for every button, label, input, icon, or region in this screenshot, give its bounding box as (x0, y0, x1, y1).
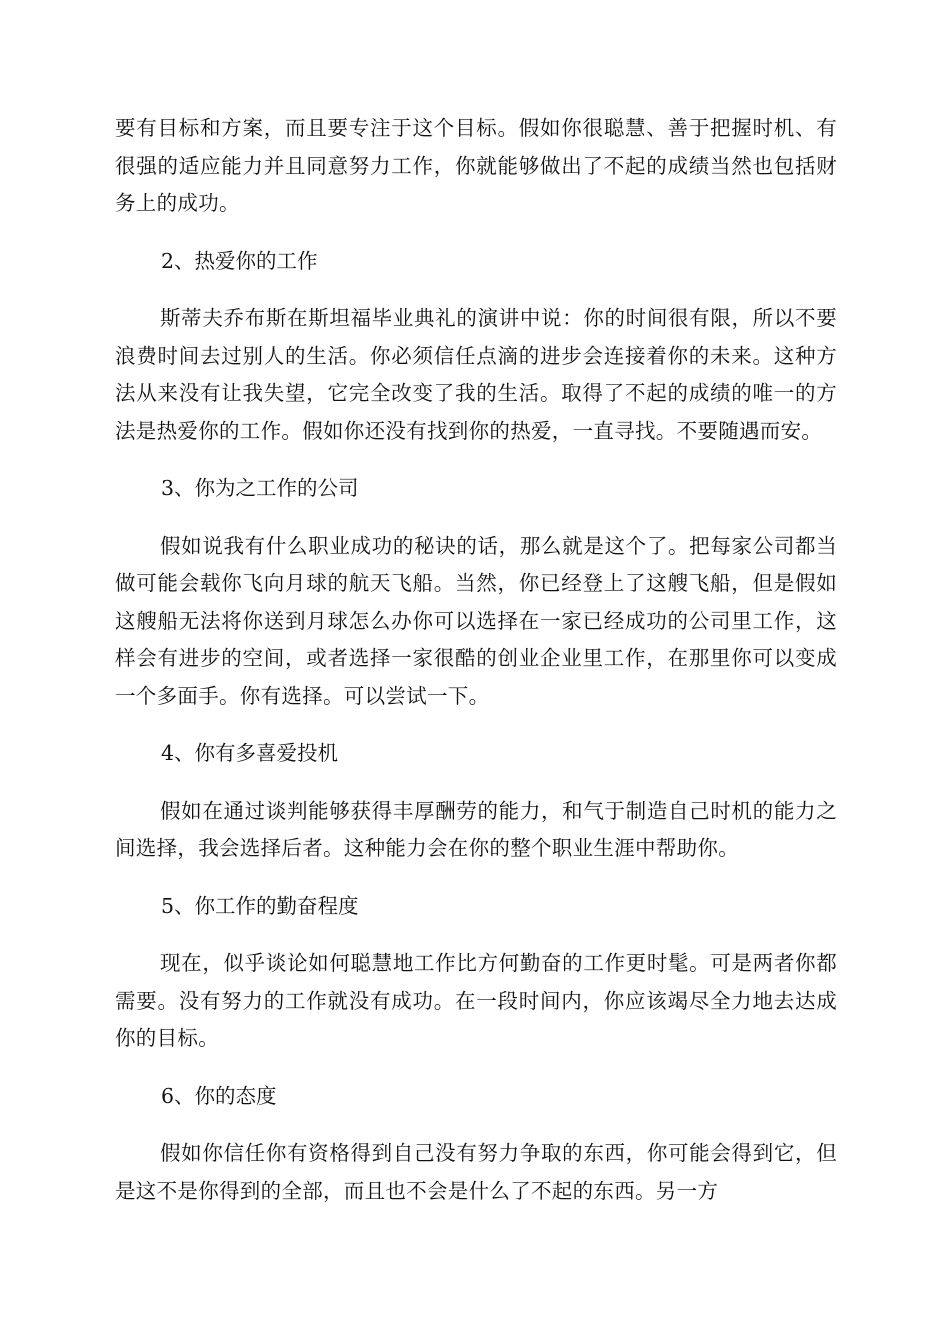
section-heading-6: 6、你的态度 (161, 1083, 277, 1108)
paragraph-section-4: 假如在通过谈判能够获得丰厚酬劳的能力，和气于制造自己时机的能力之间选择，我会选择后者。这种能力会在你的整个职业生涯中帮助你。 (115, 798, 837, 860)
paragraph-section-3: 假如说我有什么职业成功的秘诀的话，那么就是这个了。把每家公司都当做可能会载你飞向月球的航天飞船。当然，你已经登上了这艘飞船，但是假如这艘船无法将你送到月球怎么办你可以选择在一家已经成功的公司里工作，这样会有进步的空间，或者选择一家很酷的创业企业里工作，在那里你可以变成一个多面手。你有选择。可以尝试一下。 (115, 533, 837, 708)
paragraph-section-2: 斯蒂夫乔布斯在斯坦福毕业典礼的演讲中说：你的时间很有限，所以不要浪费时间去过别人的生活。你必须信任点滴的进步会连接着你的未来。这种方法从来没有让我失望，它完全改变了我的生活。取得了不起的成绩的唯一的方法是热爱你的工作。假如你还没有找到你的热爱，一直寻找。不要随遇而安。 (115, 306, 837, 443)
section-heading-3: 3、你为之工作的公司 (161, 476, 359, 500)
section-heading-2: 2、热爱你的工作 (161, 248, 318, 273)
section-heading-5: 5、你工作的勤奋程度 (161, 893, 359, 918)
paragraph-section-5: 现在，似乎谈论如何聪慧地工作比方何勤奋的工作更时髦。可是两者你都需要。没有努力的工作就没有成功。在一段时间内，你应该竭尽全力地去达成你的目标。 (115, 951, 837, 1050)
document-page (115, 110, 837, 1210)
paragraph-intro-continued: 要有目标和方案，而且要专注于这个目标。假如你很聪慧、善于把握时机、有很强的适应能力并且同意努力工作，你就能够做出了不起的成绩当然也包括财务上的成功。 (115, 116, 837, 215)
paragraph-section-6: 假如你信任你有资格得到自己没有努力争取的东西，你可能会得到它，但是这不是你得到的全部，而且也不会是什么了不起的东西。另一方 (115, 1141, 837, 1203)
section-heading-4: 4、你有多喜爱投机 (161, 741, 339, 765)
